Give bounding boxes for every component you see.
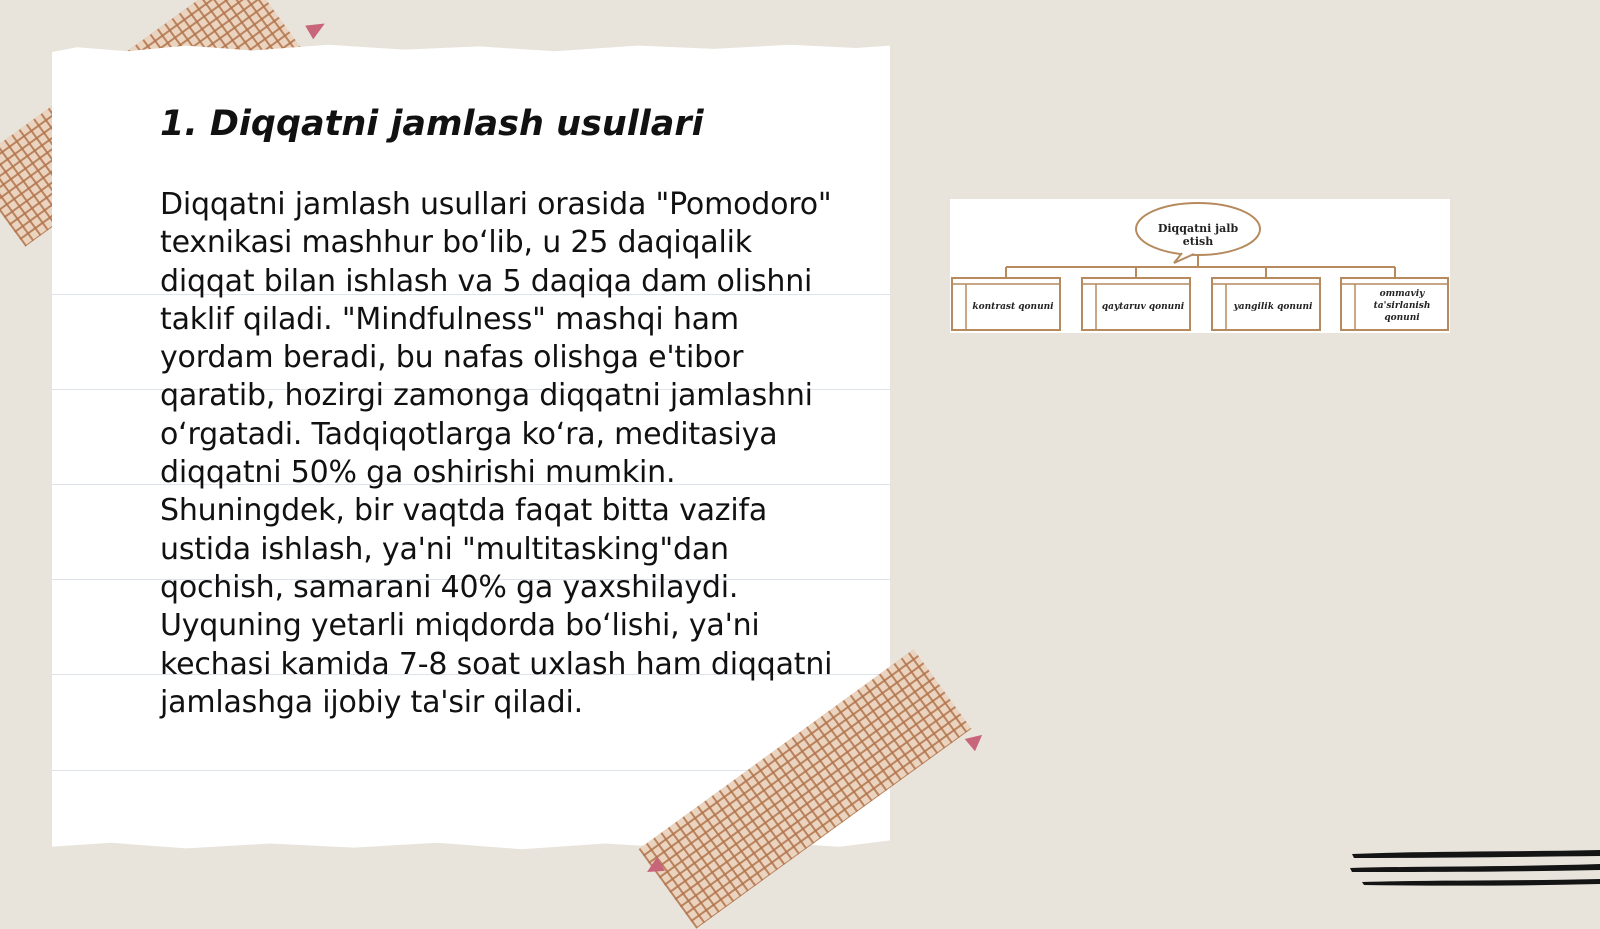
diagram-node-label: ommaviy xyxy=(1379,289,1425,299)
diagram-node-label: yangilik qonuni xyxy=(1233,302,1313,312)
diagram-node-label: qaytaruv qonuni xyxy=(1101,302,1185,312)
diagram-node-label: kontrast qonuni xyxy=(972,302,1054,312)
diagram-node-label: ta'sirlanish xyxy=(1373,301,1431,311)
diagram-root-node xyxy=(1136,203,1260,263)
attention-diagram xyxy=(950,199,1450,333)
diagram-node-kontrast xyxy=(952,278,1060,330)
diagram-node-yangilik xyxy=(1212,278,1320,330)
diagram-root-label: etish xyxy=(1182,235,1214,248)
slide-body-text: Diqqatni jamlash usullari orasida "Pomodoro" texnikasi mashhur bo‘lib, u 25 daqiqalik diqqat bilan ishlash va 5 daqiqa dam olishni taklif qiladi. "Mindfulness" mashqi ham yordam beradi, bu nafas olishga e'tibor qaratib, hozirgi zamonga diqqatni jamlashni o‘rgatadi. Tadqiqotlarga ko‘ra, meditasiya diqqatni 50% ga oshirishi mumkin. Shuningdek, bir vaqtda faqat bitta vazifa ustida ishlash, ya'ni "multitasking"dan qochish, samarani 40% ga yaxshilaydi. Uyquning yetarli miqdorda bo‘lishi, ya'ni kechasi kamida 7-8 soat uxlash ham diqqatni jamlashga ijobiy ta'sir qiladi. xyxy=(160,187,833,720)
tape-tip-decoration xyxy=(305,17,329,40)
diagram-node-label: qonuni xyxy=(1384,313,1420,323)
diagram-connectors xyxy=(1006,253,1395,278)
diagram-node-ommaviy xyxy=(1341,278,1448,330)
brush-stroke-decoration xyxy=(1350,846,1600,890)
diagram-node-qaytaruv xyxy=(1082,278,1190,330)
tape-tip-decoration xyxy=(965,729,988,752)
diagram-root-label: Diqqatni jalb xyxy=(1157,222,1239,235)
slide-title: 1. Diqqatni jamlash usullari xyxy=(160,104,704,144)
attention-diagram-svg xyxy=(950,199,1450,333)
